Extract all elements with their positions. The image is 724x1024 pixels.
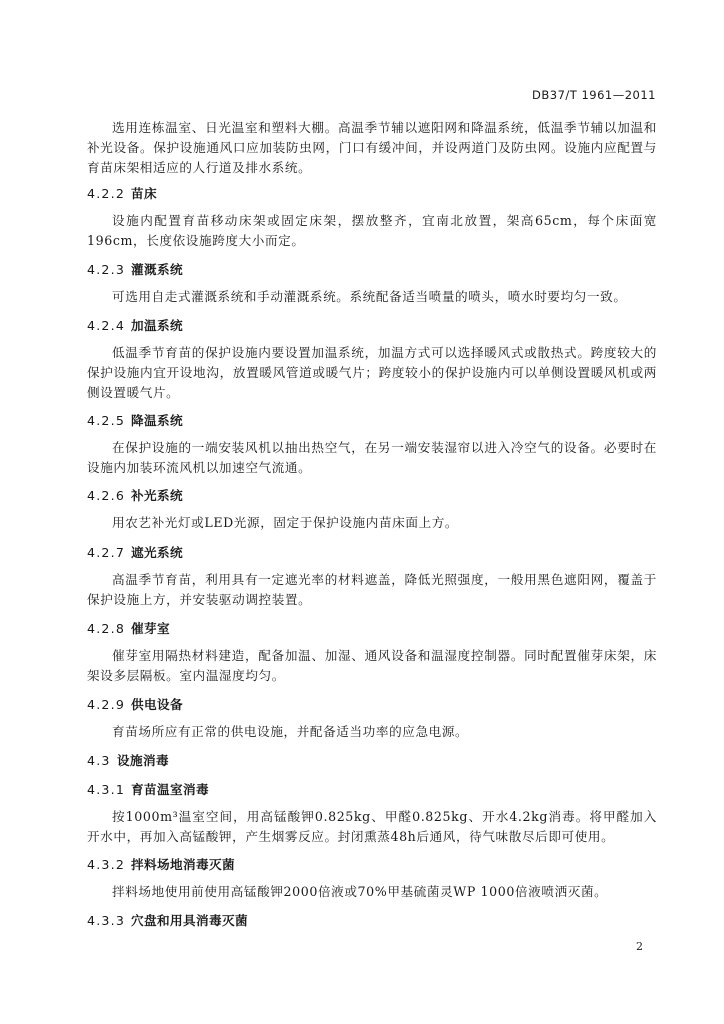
section-title: 加温系统 (131, 318, 183, 333)
section-heading-4-3-3 (87, 911, 248, 931)
section-heading-4-2-4 (87, 316, 183, 336)
section-title: 降温系统 (131, 413, 183, 428)
section-title: 拌料场地消毒灭菌 (131, 857, 235, 872)
section-title: 育苗温室消毒 (131, 782, 209, 797)
section-paragraph-4-3-2: 拌料场地使用前使用高锰酸钾2000倍液或70%甲基硫菌灵WP 1000倍液喷洒灭菌。 (112, 884, 608, 899)
section-number: 4.2.4 (87, 318, 126, 333)
section-number: 4.2.8 (87, 621, 126, 636)
section-heading-4-2-8 (87, 619, 170, 639)
section-paragraph-4-2-8: 催芽室用隔热材料建造，配备加温、加湿、通风设备和温湿度控制器。同时配置催芽床架，床架设多层隔板。室内温湿度均匀。 (87, 648, 657, 683)
section-number: 4.3.3 (87, 913, 126, 928)
section-title: 供电设备 (131, 697, 183, 712)
section-number: 4.2.3 (87, 262, 126, 277)
page-number: 2 (636, 940, 643, 953)
section-paragraph-4-2-4: 低温季节育苗的保护设施内要设置加温系统，加温方式可以选择暖风式或散热式。跨度较大的保护设施内宜开设地沟，放置暖风管道或暖气片；跨度较小的保护设施内可以单侧设置暖风机或两侧设置暖气片。 (87, 345, 657, 400)
section-heading-4-2-2 (87, 184, 157, 204)
section-number: 4.2.6 (87, 488, 126, 503)
section-paragraph-4-2-2: 设施内配置育苗移动床架或固定床架，摆放整齐，宜南北放置，架高65cm，每个床面宽196cm，长度依设施跨度大小而定。 (87, 213, 657, 248)
section-title: 遮光系统 (131, 545, 183, 560)
section-title: 催芽室 (131, 621, 170, 636)
section-number: 4.2.9 (87, 697, 126, 712)
section-paragraph-4-2-5: 在保护设施的一端安装风机以抽出热空气，在另一端安装湿帘以进入冷空气的设备。必要时在设施内加装环流风机以加速空气流通。 (87, 440, 657, 475)
section-title: 补光系统 (131, 488, 183, 503)
section-number: 4.3.1 (87, 782, 126, 797)
section-title: 穴盘和用具消毒灭菌 (131, 913, 248, 928)
section-paragraph-4-2-7: 高温季节育苗，利用具有一定遮光率的材料遮盖，降低光照强度，一般用黑色遮阳网，覆盖于保护设施上方，并安装驱动调控装置。 (87, 572, 657, 607)
section-heading-4-3-1 (87, 780, 209, 800)
intro-paragraph: 选用连栋温室、日光温室和塑料大棚。高温季节辅以遮阳网和降温系统，低温季节辅以加温和补光设备。保护设施通风口应加装防虫网，门口有缓冲间，并设两道门及防虫网。设施内应配置与育苗床架相适应的人行道及排水系统。 (87, 120, 657, 175)
section-title: 设施消毒 (117, 753, 169, 768)
section-number: 4.2.7 (87, 545, 126, 560)
section-paragraph-4-2-6: 用农艺补光灯或LED光源，固定于保护设施内苗床面上方。 (112, 515, 459, 530)
section-number: 4.3 (87, 753, 111, 768)
section-heading-4-2-7 (87, 543, 183, 563)
section-title: 苗床 (131, 186, 157, 201)
section-number: 4.3.2 (87, 857, 126, 872)
section-heading-4-2-3 (87, 260, 183, 280)
section-heading-4-2-9 (87, 695, 183, 715)
section-paragraph-4-2-9: 育苗场所应有正常的供电设施，并配备适当功率的应急电源。 (112, 724, 469, 739)
section-heading-4-2-5 (87, 411, 183, 431)
section-heading-4-2-6 (87, 486, 183, 506)
section-heading-4-3 (87, 751, 169, 771)
document-code: DB37/T 1961—2011 (532, 88, 656, 102)
section-heading-4-3-2 (87, 855, 235, 875)
section-paragraph-4-3-1: 按1000m³温室空间，用高锰酸钾0.825kg、甲醛0.825kg、开水4.2kg消毒。将甲醛加入开水中，再加入高锰酸钾，产生烟雾反应。封闭熏蒸48h后通风，待气味散尽后即可使用。 (87, 809, 657, 844)
section-paragraph-4-2-3: 可选用自走式灌溉系统和手动灌溉系统。系统配备适当喷量的喷头，喷水时要均匀一致。 (112, 289, 627, 304)
section-number: 4.2.5 (87, 413, 126, 428)
section-title: 灌溉系统 (131, 262, 183, 277)
section-number: 4.2.2 (87, 186, 126, 201)
